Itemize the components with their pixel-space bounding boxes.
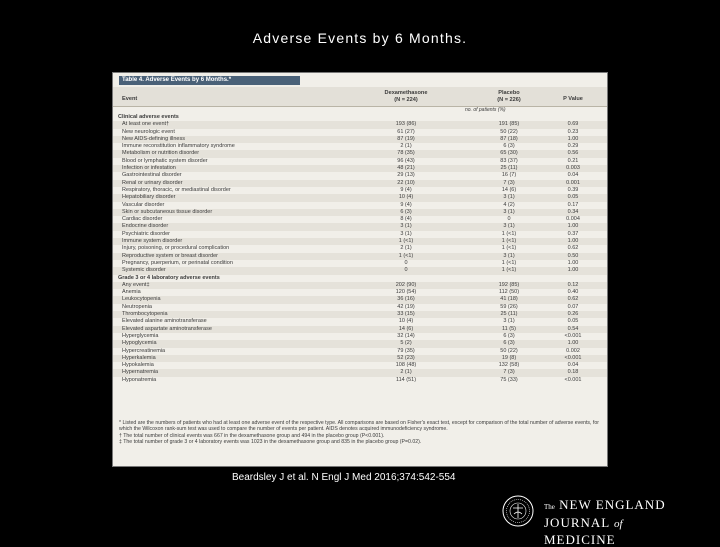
- cell-dexamethasone: 2 (1): [400, 143, 412, 150]
- table-row: [113, 333, 607, 340]
- cell-placebo: 3 (1): [503, 208, 515, 215]
- table-row: [113, 238, 607, 245]
- cell-pvalue: <0.001: [564, 332, 582, 339]
- table-header: [113, 87, 607, 107]
- table-row: [113, 326, 607, 333]
- cell-event: Injury, poisoning, or procedural complication: [122, 245, 230, 252]
- cell-dexamethasone: 193 (86): [395, 121, 417, 128]
- cell-pvalue: 0.29: [567, 143, 579, 150]
- nejm-journal: JOURNAL: [544, 515, 610, 530]
- table-row: [113, 202, 607, 209]
- table-row: [113, 311, 607, 318]
- cell-dexamethasone: 61 (27): [397, 128, 415, 135]
- cell-placebo: 87 (18): [500, 135, 518, 142]
- cell-dexamethasone: 79 (35): [397, 347, 415, 354]
- cell-placebo: 3 (1): [503, 194, 515, 201]
- cell-event: New AIDS-defining illness: [122, 135, 185, 142]
- cell-event: Any event‡: [122, 281, 150, 288]
- table-row: [113, 216, 607, 223]
- cell-dexamethasone: 1 (<1): [398, 252, 414, 259]
- cell-placebo: 6 (3): [503, 332, 515, 339]
- table-row: [113, 253, 607, 260]
- cell-dexamethasone: 32 (14): [397, 332, 415, 339]
- cell-placebo: 11 (5): [502, 325, 516, 332]
- cell-event: Thrombocytopenia: [122, 311, 168, 318]
- cell-dexamethasone: 6 (3): [400, 208, 412, 215]
- table-row: [113, 377, 607, 384]
- table-body: [113, 114, 607, 384]
- nejm-of: of: [614, 518, 623, 530]
- section-header-row: [113, 275, 607, 282]
- cell-pvalue: 0.004: [566, 216, 580, 223]
- cell-event: Elevated aspartate aminotransferase: [122, 325, 212, 332]
- cell-pvalue: 0.39: [567, 186, 579, 193]
- table-row: [113, 194, 607, 201]
- cell-event: Elevated alanine aminotransferase: [122, 318, 207, 325]
- cell-event: Hepatobiliary disorder: [122, 194, 176, 201]
- table-row: [113, 348, 607, 355]
- cell-placebo: 3 (1): [503, 252, 515, 259]
- cell-event: Endocrine disorder: [122, 223, 169, 230]
- cell-dexamethasone: 0: [404, 267, 408, 274]
- cell-pvalue: 0.37: [567, 230, 579, 237]
- cell-event: Hyperglycemia: [122, 332, 159, 339]
- cell-pvalue: 0.001: [566, 179, 580, 186]
- cell-event: Renal or urinary disorder: [122, 179, 183, 186]
- table-row: [113, 355, 607, 362]
- cell-placebo: 192 (85): [498, 281, 520, 288]
- cell-pvalue: 0.26: [567, 311, 579, 318]
- cell-placebo: 1 (<1): [501, 238, 517, 245]
- cell-placebo: 65 (30): [500, 150, 518, 157]
- table-row: [113, 289, 607, 296]
- cell-dexamethasone: 202 (90): [395, 281, 417, 288]
- cell-pvalue: 1.00: [567, 340, 579, 347]
- cell-pvalue: 0.54: [567, 325, 579, 332]
- header-dexamethasone: Dexamethasone: [384, 90, 428, 96]
- cell-pvalue: 0.05: [567, 318, 579, 325]
- cell-pvalue: 0.21: [567, 157, 579, 164]
- cell-event: Neutropenia: [122, 303, 152, 310]
- table-row: [113, 260, 607, 267]
- cell-event: Clinical adverse events: [118, 114, 179, 120]
- cell-dexamethasone: 48 (21): [397, 165, 415, 172]
- cell-pvalue: 0.69: [567, 121, 579, 128]
- cell-event: Respiratory, thoracic, or mediastinal disorder: [122, 186, 231, 193]
- cell-pvalue: 1.00: [567, 238, 579, 245]
- cell-dexamethasone: 8 (4): [400, 216, 412, 223]
- cell-event: Gastrointestinal disorder: [122, 172, 182, 179]
- header-placebo-n: (N = 226): [497, 97, 521, 103]
- header-event: Event: [122, 96, 138, 102]
- table-row: [113, 180, 607, 187]
- footnote: † The total number of clinical events was 667 in the dexamethasone group and 494 in the placebo group (P<0.001).: [119, 432, 385, 439]
- cell-pvalue: 0.17: [567, 201, 579, 208]
- cell-event: Vascular disorder: [122, 201, 165, 208]
- cell-placebo: 50 (22): [500, 347, 518, 354]
- nejm-medicine: MEDICINE: [544, 532, 616, 547]
- cell-pvalue: <0.001: [564, 354, 582, 361]
- cell-pvalue: 0.04: [567, 172, 579, 179]
- footnote: * Listed are the numbers of patients who had at least one adverse event of the respective type. All comparisons are based on Fisher's exact test, except for comparison of the total number of adverse events, for which the Wilcoxon rank-sum test was used to compare the number of events per patient. AIDS denotes acquired immunodeficiency syndrome.: [119, 420, 599, 433]
- cell-placebo: 83 (37): [500, 157, 518, 164]
- table-footnotes: [119, 420, 601, 445]
- table-row: [113, 362, 607, 369]
- cell-dexamethasone: 9 (4): [400, 201, 412, 208]
- table-row: [113, 267, 607, 274]
- cell-pvalue: 1.00: [567, 135, 579, 142]
- table-row: [113, 187, 607, 194]
- cell-dexamethasone: 29 (13): [397, 172, 415, 179]
- cell-pvalue: 1.00: [567, 259, 579, 266]
- cell-placebo: 112 (50): [498, 289, 520, 296]
- cell-dexamethasone: 42 (19): [397, 303, 415, 310]
- header-dexamethasone-n: (N = 224): [394, 97, 418, 103]
- table-caption: Table 4. Adverse Events by 6 Months.*: [119, 76, 300, 85]
- cell-event: Hypokalemia: [122, 362, 154, 369]
- nejm-new-england: NEW ENGLAND: [559, 497, 666, 512]
- cell-dexamethasone: 114 (51): [395, 376, 417, 383]
- cell-placebo: 41 (18): [500, 296, 518, 303]
- table-row: [113, 165, 607, 172]
- cell-placebo: 1 (<1): [501, 245, 517, 252]
- header-placebo: Placebo: [498, 90, 520, 96]
- cell-placebo: 1 (<1): [501, 259, 517, 266]
- cell-pvalue: 0.56: [567, 150, 579, 157]
- table-row: [113, 369, 607, 376]
- adverse-events-table: [112, 72, 608, 467]
- cell-pvalue: 1.00: [567, 223, 579, 230]
- cell-dexamethasone: 9 (4): [400, 186, 412, 193]
- table-row: [113, 143, 607, 150]
- table-row: [113, 304, 607, 311]
- cell-dexamethasone: 1 (<1): [398, 238, 414, 245]
- cell-event: Psychiatric disorder: [122, 230, 170, 237]
- cell-dexamethasone: 14 (6): [398, 325, 414, 332]
- cell-event: New neurologic event: [122, 128, 175, 135]
- cell-dexamethasone: 36 (16): [397, 296, 415, 303]
- cell-event: Hypernatremia: [122, 369, 159, 376]
- cell-placebo: 14 (6): [501, 186, 517, 193]
- cell-dexamethasone: 10 (4): [398, 318, 414, 325]
- cell-event: Systemic disorder: [122, 267, 166, 274]
- cell-dexamethasone: 108 (48): [395, 362, 417, 369]
- table-row: [113, 209, 607, 216]
- cell-placebo: 6 (3): [503, 340, 515, 347]
- cell-placebo: 4 (2): [503, 201, 515, 208]
- cell-placebo: 3 (1): [503, 318, 515, 325]
- cell-dexamethasone: 2 (1): [400, 245, 412, 252]
- cell-event: Hypercreatinemia: [122, 347, 166, 354]
- cell-pvalue: 0.002: [566, 347, 580, 354]
- table-subheader: [113, 107, 607, 113]
- nejm-the: The: [544, 503, 555, 511]
- cell-event: Leukocytopenia: [122, 296, 161, 303]
- cell-event: Hypoglycemia: [122, 340, 157, 347]
- subheader-units: no. of patients (%): [465, 107, 506, 113]
- nejm-seal-icon: [502, 495, 534, 527]
- cell-placebo: 191 (85): [498, 121, 520, 128]
- cell-pvalue: 0.12: [567, 281, 579, 288]
- cell-pvalue: 0.003: [566, 165, 580, 172]
- table-row: [113, 172, 607, 179]
- table-row: [113, 231, 607, 238]
- cell-pvalue: <0.001: [564, 376, 582, 383]
- cell-placebo: 7 (3): [503, 369, 515, 376]
- citation: Beardsley J et al. N Engl J Med 2016;374:542-554: [232, 472, 456, 483]
- table-row: [113, 121, 607, 128]
- cell-dexamethasone: 52 (23): [397, 354, 415, 361]
- cell-placebo: 59 (26): [500, 303, 518, 310]
- cell-pvalue: 0.07: [567, 303, 579, 310]
- cell-event: Metabolism or nutrition disorder: [122, 150, 200, 157]
- table-row: [113, 150, 607, 157]
- table-row: [113, 158, 607, 165]
- cell-event: Skin or subcutaneous tissue disorder: [122, 208, 213, 215]
- cell-event: Anemia: [122, 289, 141, 296]
- cell-event: Hyperkalemia: [122, 354, 156, 361]
- table-row: [113, 340, 607, 347]
- cell-event: Grade 3 or 4 laboratory adverse events: [118, 274, 220, 281]
- cell-event: Blood or lymphatic system disorder: [122, 157, 208, 164]
- cell-event: Infection or infestation: [122, 165, 176, 172]
- cell-event: Cardiac disorder: [122, 216, 163, 223]
- table-row: [113, 318, 607, 325]
- cell-event: Reproductive system or breast disorder: [122, 252, 218, 259]
- cell-placebo: 0: [507, 216, 511, 223]
- cell-dexamethasone: 10 (4): [398, 194, 414, 201]
- table-row: [113, 296, 607, 303]
- cell-dexamethasone: 120 (54): [395, 289, 417, 296]
- footnote: ‡ The total number of grade 3 or 4 laboratory events was 1023 in the dexamethasone group and 835 in the placebo group (P=0.02).: [119, 438, 422, 445]
- cell-dexamethasone: 78 (35): [397, 150, 415, 157]
- cell-dexamethasone: 22 (10): [397, 179, 415, 186]
- cell-dexamethasone: 5 (2): [400, 340, 412, 347]
- cell-placebo: 7 (3): [503, 179, 515, 186]
- cell-placebo: 1 (<1): [501, 230, 517, 237]
- table-row: [113, 245, 607, 252]
- cell-event: Immune reconstitution inflammatory syndrome: [122, 143, 235, 150]
- cell-placebo: 3 (1): [503, 223, 515, 230]
- cell-placebo: 6 (3): [503, 143, 515, 150]
- cell-dexamethasone: 3 (1): [400, 223, 412, 230]
- cell-event: At least one event†: [122, 121, 170, 128]
- section-header-row: [113, 114, 607, 121]
- cell-placebo: 75 (33): [500, 376, 518, 383]
- cell-placebo: 25 (11): [500, 311, 518, 318]
- cell-pvalue: 0.34: [567, 208, 579, 215]
- cell-event: Pregnancy, puerperium, or perinatal condition: [122, 259, 233, 266]
- slide-title: Adverse Events by 6 Months.: [252, 30, 468, 46]
- cell-pvalue: 0.04: [567, 362, 579, 369]
- cell-dexamethasone: 3 (1): [400, 230, 412, 237]
- table-row: [113, 129, 607, 136]
- cell-dexamethasone: 96 (43): [397, 157, 415, 164]
- cell-pvalue: 0.05: [567, 194, 579, 201]
- cell-placebo: 25 (11): [500, 165, 518, 172]
- cell-pvalue: 0.18: [567, 369, 579, 376]
- cell-pvalue: 0.23: [567, 128, 579, 135]
- cell-event: Immune system disorder: [122, 238, 183, 245]
- table-row: [113, 282, 607, 289]
- cell-pvalue: 0.50: [567, 252, 579, 259]
- cell-pvalue: 0.40: [567, 289, 579, 296]
- table-row: [113, 223, 607, 230]
- table-row: [113, 136, 607, 143]
- cell-placebo: 132 (58): [498, 362, 520, 369]
- cell-dexamethasone: 2 (1): [400, 369, 412, 376]
- cell-dexamethasone: 33 (15): [397, 311, 415, 318]
- cell-pvalue: 0.62: [567, 296, 579, 303]
- cell-dexamethasone: 0: [404, 259, 408, 266]
- cell-dexamethasone: 87 (19): [397, 135, 415, 142]
- header-pvalue: P Value: [563, 96, 583, 102]
- cell-placebo: 50 (22): [500, 128, 518, 135]
- cell-placebo: 1 (<1): [501, 267, 517, 274]
- nejm-logo: [502, 495, 698, 547]
- cell-placebo: 19 (8): [501, 354, 517, 361]
- cell-pvalue: 0.62: [567, 245, 579, 252]
- cell-pvalue: 1.00: [567, 267, 579, 274]
- cell-placebo: 16 (7): [501, 172, 517, 179]
- cell-event: Hyponatremia: [122, 376, 157, 383]
